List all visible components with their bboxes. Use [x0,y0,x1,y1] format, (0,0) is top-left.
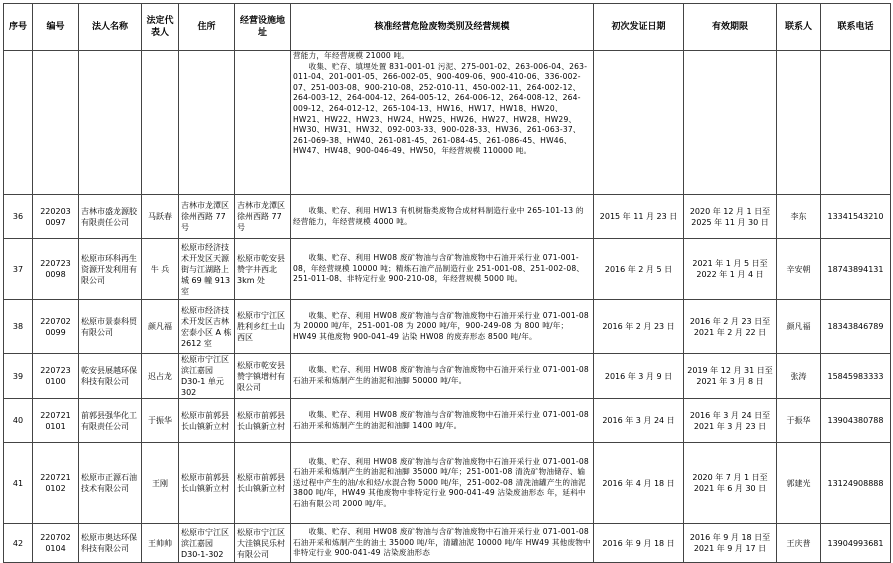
cell-phone [821,51,891,195]
table-row [4,195,891,239]
cell-code: 220203 0097 [33,195,79,239]
cell-seq: 38 [4,300,33,354]
cell-company: 乾安县展越环保科技有限公司 [79,354,142,399]
cell-seq: 40 [4,399,33,443]
cell-code: 220723 0098 [33,239,79,300]
cell-company [79,51,142,195]
cell-legal: 王帅帅 [142,524,179,563]
cell-legal: 迟占龙 [142,354,179,399]
cell-phone: 18343846789 [821,300,891,354]
cell-scope: 收集、贮存、利用 HW08 废矿物油与含矿物油废物中石油开采行业 071-001-08 石油开采和炼制产生的油泥和油脚 50000 吨/年。 [291,354,594,399]
cell-date: 2016 年 3 月 24 日 [594,399,684,443]
table-row [4,354,891,399]
cell-residence: 松原市经济技术开发区天源街与江湖路上城 69 幢 913 室 [179,239,235,300]
cell-validity: 2016 年 3 月 24 日至 2021 年 3 月 23 日 [684,399,777,443]
cell-contact: 辛安朝 [777,239,821,300]
cell-phone: 13124908888 [821,443,891,524]
header-code: 编号 [33,4,79,51]
cell-date: 2016 年 2 月 5 日 [594,239,684,300]
cell-contact: 于振华 [777,399,821,443]
cell-contact: 李东 [777,195,821,239]
cell-residence: 松原市前郭县长山镇新立村 [179,443,235,524]
cell-residence: 吉林市龙潭区徐州西路 77 号 [179,195,235,239]
cell-seq: 39 [4,354,33,399]
cell-legal: 颜凡福 [142,300,179,354]
cell-facility: 松原市乾安县赞字镇增村有限公司 [235,354,291,399]
header-row [4,4,891,51]
cell-date [594,51,684,195]
cell-phone: 15845983333 [821,354,891,399]
header-company: 法人名称 [79,4,142,51]
cell-code: 220721 0102 [33,443,79,524]
cell-residence [179,51,235,195]
cell-legal: 于振华 [142,399,179,443]
cell-company: 松原市奥达环保科技有限公司 [79,524,142,563]
header-residence: 住所 [179,4,235,51]
cell-contact [777,51,821,195]
cell-phone: 18743894131 [821,239,891,300]
cell-scope: 收集、贮存、利用 HW08 废矿物油与含矿物油废物中石油开采行业 071-001-08 为 20000 吨/年，251-001-08 为 2000 吨/年，900-249-08 为 800 吨/年；HW49 其他废物 900-041-49 沾染 HW08 的废弃形态 8500 吨/年。 [291,300,594,354]
cell-scope: 收集、贮存、利用 HW08 废矿物油与含矿物油废物中石油开采行业 071-001-08 石油开采和炼制产生的油土 35000 吨/年，清罐油泥 10000 吨/年 HW49 其他废物中非特定行业 900-041-49 沾染废油形态 [291,524,594,563]
cell-code [33,51,79,195]
cell-validity: 2016 年 2 月 23 日至 2021 年 2 月 22 日 [684,300,777,354]
cell-validity: 2016 年 9 月 18 日至 2021 年 9 月 17 日 [684,524,777,563]
cell-validity: 2019 年 12 月 31 日至 2021 年 3 月 8 日 [684,354,777,399]
cell-facility: 松原市宁江区大洼镇民乐村有限公司 [235,524,291,563]
cell-phone: 13904993681 [821,524,891,563]
table-row [4,443,891,524]
cell-residence: 松原市宁江区滨江嘉园 D30-1 单元 302 [179,354,235,399]
table-row [4,239,891,300]
cell-facility: 松原市乾安县赞字井西北 3km 处 [235,239,291,300]
cell-code: 220702 0099 [33,300,79,354]
cell-contact: 张涛 [777,354,821,399]
cell-contact: 颜凡福 [777,300,821,354]
cell-validity: 2020 年 12 月 1 日至 2025 年 11 月 30 日 [684,195,777,239]
header-phone: 联系电话 [821,4,891,51]
cell-date: 2016 年 2 月 23 日 [594,300,684,354]
cell-seq: 36 [4,195,33,239]
cell-company: 前郭县强华化工有限责任公司 [79,399,142,443]
cell-legal: 王刚 [142,443,179,524]
cell-scope: 营能力，年经营规模 21000 吨。 收集、贮存、填埋处置 831-001-01 污泥、275-001-02、263-006-04、263-011-04、201-001-05、266-002-05、900-409-06、900-410-06、336-002-07、251-003-08、900-210-08、252-010-11、450-002-11、264-002-12、264-003-12、264-004-12、264-005-12、264-006-12、264-008-12、264-009-12、264-012-12、265-104-13、HW16、HW17、HW18、HW20、HW21、HW22、HW23、HW24、HW25、HW26、HW27、HW28、HW29、HW30、HW31、HW32、092-003-33、900-028-33、HW36、261-063-37、261-069-38、HW40、261-081-45、261-084-45、261-086-45、HW46、HW47、HW48、900-046-49、HW50，年经营规模 110000 吨。 [291,51,594,195]
table-row [4,399,891,443]
cell-facility: 吉林市龙潭区徐州西路 77 号 [235,195,291,239]
cell-scope: 收集、贮存、利用 HW08 废矿物油与含矿物油废物中石油开采行业 071-001-08 石油开采和炼制产生的油泥和油脚 35000 吨/年；251-001-08 清洗矿物油储存、输送过程中产生的油/水和烃/水混合物 5000 吨/年，251-002-08 清洗油罐产生的油泥 3800 吨/年，HW49 其他废物中非特定行业 900-041-49 沾染废油形态 年，延科中石油有限公司 2000 吨/年。 [291,443,594,524]
cell-seq: 41 [4,443,33,524]
cell-residence: 松原市宁江区滨江嘉园 D30-1-302 [179,524,235,563]
cell-seq [4,51,33,195]
cell-validity [684,51,777,195]
cell-legal: 牛 兵 [142,239,179,300]
cell-residence: 松原市前郭县长山镇新立村 [179,399,235,443]
cell-date: 2016 年 9 月 18 日 [594,524,684,563]
cell-facility: 松原市前郭县长山镇新立村 [235,443,291,524]
cell-scope: 收集、贮存、利用 HW13 有机树脂类废物合成材料制造行业中 265-101-13 的经营能力，年经营规模 4000 吨。 [291,195,594,239]
header-contact: 联系人 [777,4,821,51]
cell-date: 2015 年 11 月 23 日 [594,195,684,239]
header-date: 初次发证日期 [594,4,684,51]
table-row [4,300,891,354]
header-seq: 序号 [4,4,33,51]
cell-phone: 13341543210 [821,195,891,239]
hazardous-waste-license-table [3,3,891,563]
cell-company: 松原市正源石油技术有限公司 [79,443,142,524]
cell-residence: 松原市经济技术开发区吉林宏泰小区 A 栋 2612 室 [179,300,235,354]
cell-date: 2016 年 3 月 9 日 [594,354,684,399]
cell-company: 吉林市盛龙源胶有限责任公司 [79,195,142,239]
cell-code: 220702 0104 [33,524,79,563]
cell-facility [235,51,291,195]
cell-seq: 42 [4,524,33,563]
cell-facility: 松原市前郭县长山镇新立村 [235,399,291,443]
header-facility: 经营设施地址 [235,4,291,51]
header-legal: 法定代表人 [142,4,179,51]
cell-legal [142,51,179,195]
header-scope: 核准经营危险废物类别及经营规模 [291,4,594,51]
cell-scope: 收集、贮存、利用 HW08 废矿物油与含矿物油废物中石油开采行业 071-001-08 石油开采和炼制产生的油泥和油脚 1400 吨/年。 [291,399,594,443]
cell-code: 220721 0101 [33,399,79,443]
cell-scope: 收集、贮存、利用 HW08 废矿物油与含矿物油废物中石油开采行业 071-001-08，年经营规模 10000 吨；精炼石油产品制造行业 251-001-08、251-002-08、251-011-08、非特定行业 900-210-08，年经营规模 5000 吨。 [291,239,594,300]
cell-date: 2016 年 4 月 18 日 [594,443,684,524]
cell-contact: 王庆普 [777,524,821,563]
cell-validity: 2021 年 1 月 5 日至 2022 年 1 月 4 日 [684,239,777,300]
cell-facility: 松原市宁江区胜利乡红土山西区 [235,300,291,354]
cell-code: 220723 0100 [33,354,79,399]
header-validity: 有效期限 [684,4,777,51]
cell-validity: 2020 年 7 月 1 日至 2021 年 6 月 30 日 [684,443,777,524]
cell-company: 松原市景泰科贸有限公司 [79,300,142,354]
cell-company: 松原市环科再生资源开发利用有限公司 [79,239,142,300]
cell-seq: 37 [4,239,33,300]
cell-legal: 马跃春 [142,195,179,239]
table-row [4,51,891,195]
cell-phone: 13904380788 [821,399,891,443]
cell-contact: 郭建光 [777,443,821,524]
